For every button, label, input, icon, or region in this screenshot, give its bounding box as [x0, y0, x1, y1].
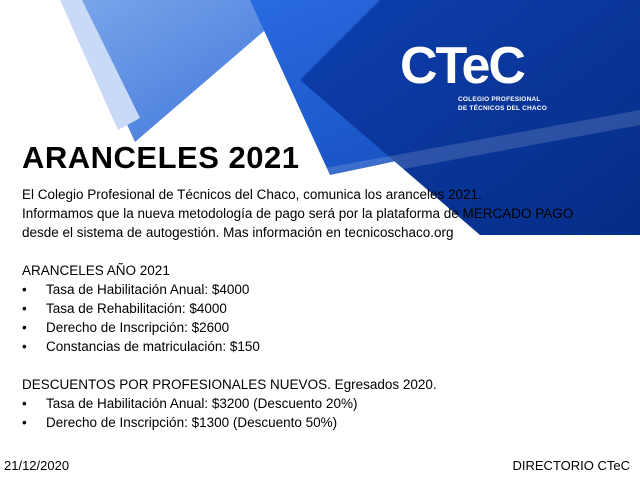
spacer	[22, 356, 622, 375]
logo-line-2: DE TÉCNICOS DEL CHACO	[458, 105, 547, 112]
spacer	[22, 242, 622, 261]
ctec-logo	[400, 36, 560, 126]
descuentos-list	[22, 394, 622, 432]
list-item: • Constancias de matriculación: $150	[22, 337, 622, 356]
footer-date: 21/12/2020	[4, 458, 70, 473]
logo-wordmark: CTeC	[400, 37, 524, 95]
descuentos-heading: DESCUENTOS POR PROFESIONALES NUEVOS. Egresados 2020.	[22, 377, 437, 392]
intro-line-1: El Colegio Profesional de Técnicos del Chaco, comunica los aranceles 2021.	[22, 187, 482, 202]
footer-signature: DIRECTORIO CTeC	[512, 458, 630, 473]
aranceles-heading: ARANCELES AÑO 2021	[22, 263, 170, 278]
page-title: ARANCELES 2021	[22, 140, 300, 175]
list-item: • Tasa de Habilitación Anual: $3200 (Descuento 20%)	[22, 394, 622, 413]
list-item: • Tasa de Rehabilitación: $4000	[22, 299, 622, 318]
intro-line-2: Informamos que la nueva metodología de pago será por la plataforma de MERCADO PAGO	[22, 206, 574, 221]
list-item: • Tasa de Habilitación Anual: $4000	[22, 280, 622, 299]
list-item: • Derecho de Inscripción: $1300 (Descuento 50%)	[22, 413, 622, 432]
announcement-body	[22, 185, 622, 432]
intro-line-3: desde el sistema de autogestión. Mas información en tecnicoschaco.org	[22, 225, 454, 240]
list-item: • Derecho de Inscripción: $2600	[22, 318, 622, 337]
aranceles-list	[22, 280, 622, 356]
logo-line-1: COLEGIO PROFESIONAL	[458, 96, 541, 103]
